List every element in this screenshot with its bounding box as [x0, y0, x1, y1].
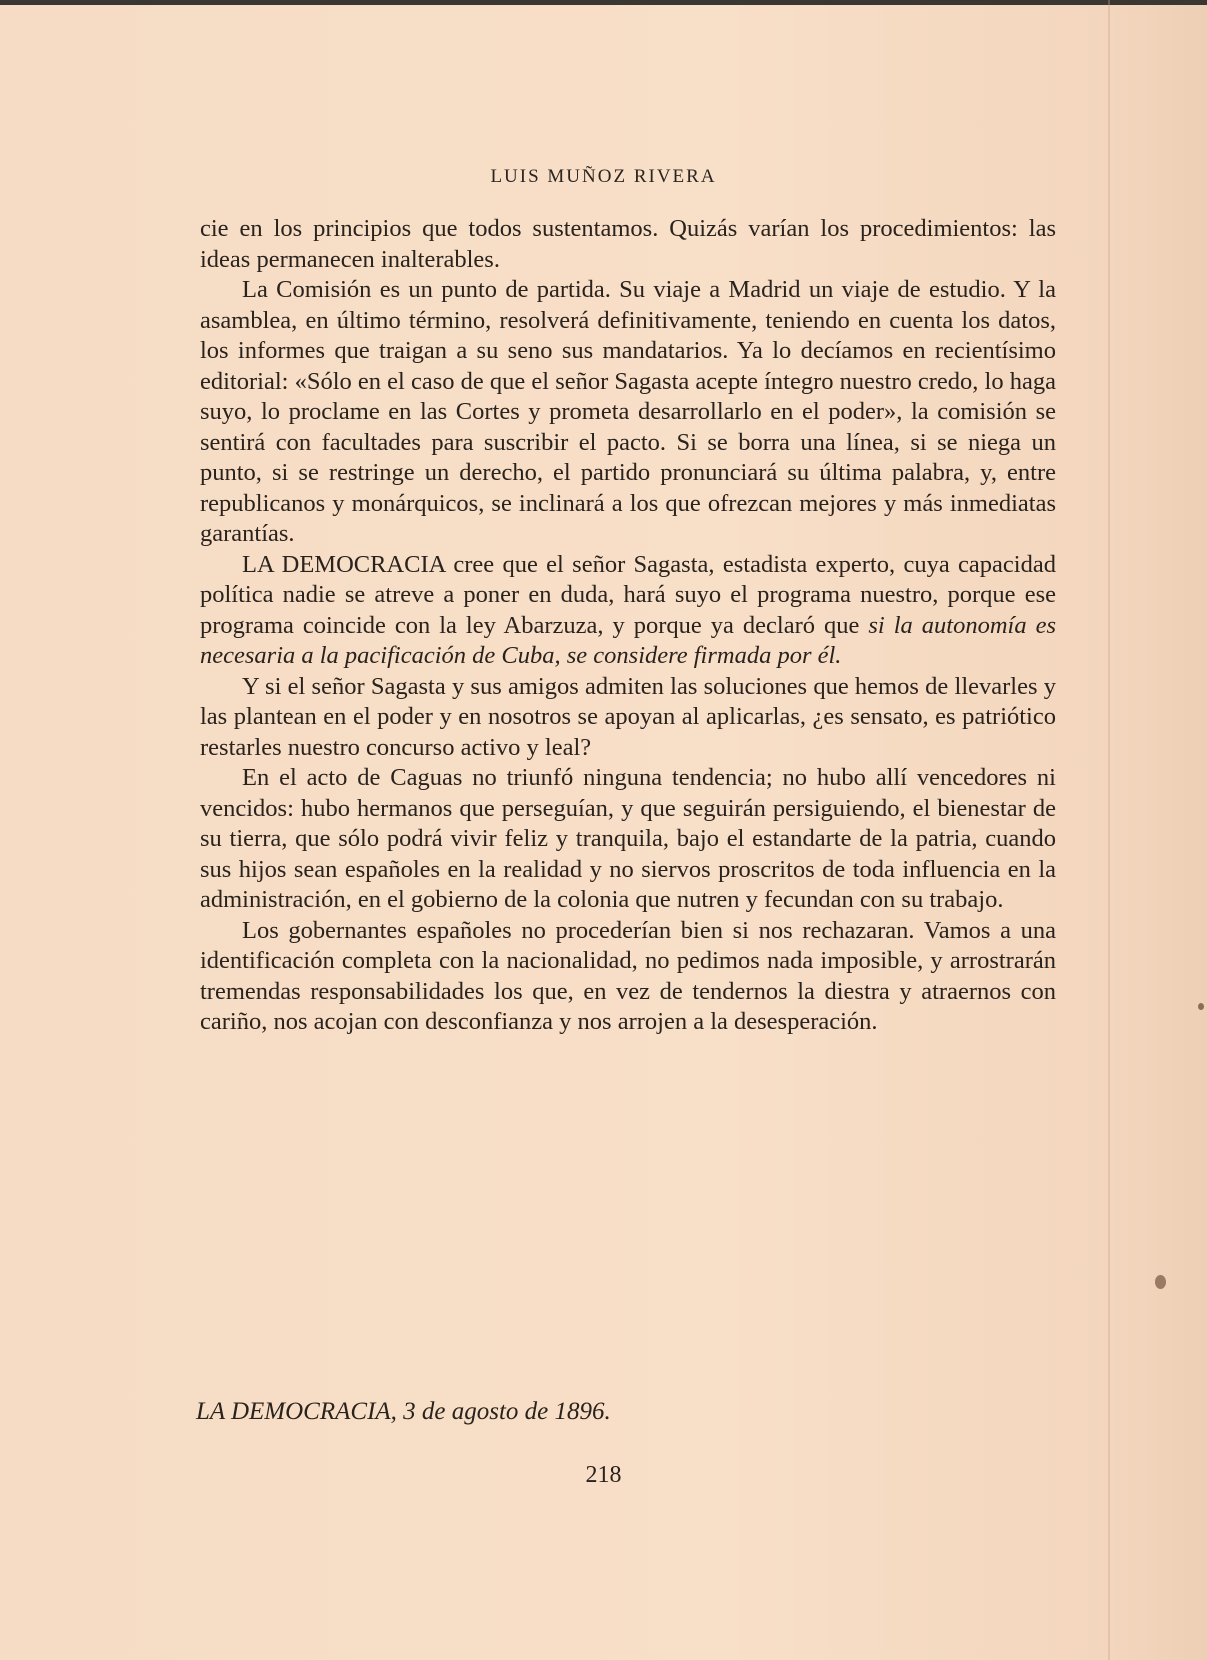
page-number: 218 — [585, 1462, 622, 1488]
paragraph-3 — [200, 550, 1056, 672]
paragraph-3-text: LA DEMOCRACIA cree que el señor Sagasta, estadista experto, cuya capacidad política nadie se atreve a poner en duda, hará suyo el programa nuestro, porque ese programa coincide con la ley Abarzuza, y porque ya declaró que — [200, 550, 1056, 639]
paper-speck — [1198, 1003, 1204, 1010]
paragraph-2: La Comisión es un punto de partida. Su viaje a Madrid un viaje de estudio. Y la asamblea, en último término, resolverá definitivamente, teniendo en cuenta los datos, los informes que traigan a su seno sus mandatarios. Ya lo decíamos en recientísimo editorial: «Sólo en el caso de que el señor Sagasta acepte íntegro nuestro credo, lo haga suyo, lo proclame en las Cortes y prometa desarrollarlo en el poder», la comisión se sentirá con facultades para suscribir el pacto. Si se borra una línea, si se niega un punto, si se restringe un derecho, el partido pronunciará su última palabra, y, entre republicanos y monárquicos, se inclinará a los que ofrezcan mejores y más inmediatas garantías. — [200, 276, 1056, 547]
body-text — [200, 214, 1056, 1038]
paragraph-1: cie en los principios que todos sustentamos. Quizás varían los procedimientos: las ideas permanecen inalterables. — [200, 215, 1056, 273]
running-head: LUIS MUÑOZ RIVERA — [490, 166, 717, 187]
paragraph-6: Los gobernantes españoles no procederían bien si nos rechazaran. Vamos a una identificación completa con la nacionalidad, no pedimos nada imposible, y arrostrarán tremendas responsabilidades los que, en vez de tendernos la diestra y atraernos con cariño, nos acojan con desconfianza y nos arrojen a la desesperación. — [200, 916, 1056, 1035]
paragraph-4: Y si el señor Sagasta y sus amigos admiten las soluciones que hemos de llevarles y las plantean en el poder y en nosotros se apoyan al aplicarlas, ¿es sensato, es patriótico restarles nuestro concurso activo y leal? — [200, 672, 1056, 761]
paper-speck — [1155, 1275, 1166, 1289]
source-citation: LA DEMOCRACIA, 3 de agosto de 1896. — [196, 1398, 611, 1425]
paragraph-3-italic-quote: si la autonomía es necesaria a la pacificación de Cuba, se considere firmada por él. — [200, 611, 1056, 669]
paragraph-5: En el acto de Caguas no triunfó ninguna tendencia; no hubo allí vencedores ni vencidos: hubo hermanos que perseguían, y que seguirán persiguiendo, el bienestar de su tierra, que sólo podrá vivir feliz y tranquila, bajo el estandarte de la patria, cuando sus hijos sean españoles en la realidad y no siervos proscritos de toda influencia en la administración, en el gobierno de la colonia que nutren y fecundan con su trabajo. — [200, 764, 1056, 913]
